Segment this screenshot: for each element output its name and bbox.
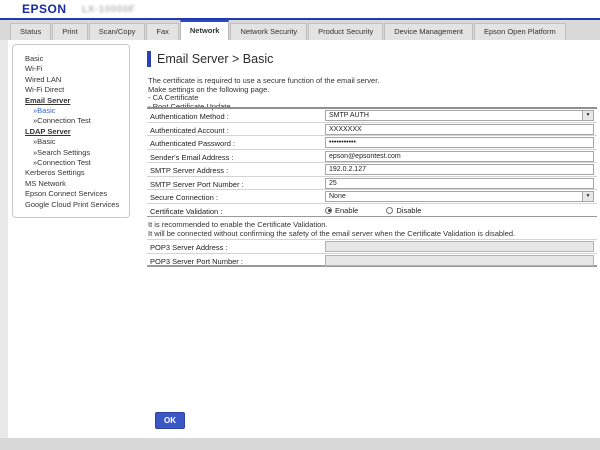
authenticated-account-label: Authenticated Account : xyxy=(150,125,229,135)
smtp-server-address-label: SMTP Server Address : xyxy=(150,166,229,175)
form-row-senders-email-address xyxy=(147,150,597,164)
secure-connection-value: None xyxy=(329,193,346,200)
footer-bar xyxy=(0,438,600,450)
pop3-section xyxy=(147,239,597,267)
authenticated-password-label: Authenticated Password : xyxy=(150,139,236,148)
sidebar xyxy=(12,44,130,218)
sidebar-item-email-server-connection-test[interactable]: »Connection Test xyxy=(33,116,91,126)
tab-bar xyxy=(0,20,600,40)
form-row-authentication-method xyxy=(147,109,597,123)
sidebar-item-ldap-connection-test[interactable]: »Connection Test xyxy=(33,158,91,168)
sidebar-item-ldap-search-settings[interactable]: »Search Settings xyxy=(33,147,91,157)
tab-device-management[interactable]: Device Management xyxy=(384,23,473,40)
enable-option-label: Enable xyxy=(335,205,359,215)
intro-line: - CA Certificate xyxy=(148,93,199,103)
intro-line: Make settings on the following page. xyxy=(148,84,270,94)
sidebar-item-kerberos-settings[interactable]: Kerberos Settings xyxy=(25,168,85,178)
smtp-server-port-label: SMTP Server Port Number : xyxy=(150,179,244,189)
sidebar-item-email-server-basic[interactable]: »Basic xyxy=(33,106,56,116)
certificate-validation-radio-group xyxy=(325,206,421,215)
certificate-validation-label: Certificate Validation : xyxy=(150,206,223,216)
form-row-smtp-server-address xyxy=(147,163,597,177)
smtp-server-port-input[interactable] xyxy=(325,178,594,189)
form-row-certificate-validation xyxy=(147,204,597,218)
pop3-server-port-input xyxy=(325,255,594,266)
sidebar-item-ms-network[interactable]: MS Network xyxy=(25,178,66,188)
certificate-validation-enable-radio[interactable] xyxy=(325,206,358,215)
radio-unselected-icon[interactable] xyxy=(386,207,393,214)
printer-model-blurred: LX-10000F xyxy=(82,4,136,14)
title-accent-bar xyxy=(147,51,151,67)
tab-product-security[interactable]: Product Security xyxy=(308,23,383,40)
tab-epson-open-platform[interactable]: Epson Open Platform xyxy=(474,23,566,40)
form-row-pop3-server-port xyxy=(147,254,597,268)
email-server-form xyxy=(147,109,597,217)
pop3-server-port-label: POP3 Server Port Number : xyxy=(150,256,243,266)
sidebar-item-google-cloud-print-services[interactable]: Google Cloud Print Services xyxy=(25,199,120,209)
disable-option-label: Disable xyxy=(396,205,422,215)
authenticated-password-input[interactable] xyxy=(325,137,594,148)
sidebar-item-ldap-basic[interactable]: »Basic xyxy=(33,137,56,147)
chevron-down-icon[interactable]: ▼ xyxy=(582,111,593,120)
senders-email-address-input[interactable] xyxy=(325,151,594,162)
ok-button[interactable]: OK xyxy=(155,412,185,429)
form-row-pop3-server-address xyxy=(147,240,597,254)
form-row-secure-connection xyxy=(147,190,597,204)
tab-status[interactable]: Status xyxy=(10,23,51,40)
pop3-server-address-label: POP3 Server Address : xyxy=(150,243,228,252)
secure-connection-select[interactable] xyxy=(325,191,594,202)
tab-print[interactable]: Print xyxy=(52,23,87,40)
note-line: It will be connected without confirming the safety of the email server when the Certificate Validation is disabled. xyxy=(148,228,516,238)
sidebar-item-basic[interactable]: Basic xyxy=(25,54,44,63)
epson-logo: EPSON xyxy=(22,2,67,16)
tab-network-security[interactable]: Network Security xyxy=(230,23,307,40)
certificate-validation-disable-radio[interactable] xyxy=(386,206,421,215)
form-row-authenticated-password xyxy=(147,136,597,150)
tab-scan-copy[interactable]: Scan/Copy xyxy=(89,23,146,40)
sidebar-item-wired-lan[interactable]: Wired LAN xyxy=(25,74,62,84)
note-line: It is recommended to enable the Certificate Validation. xyxy=(148,220,328,229)
radio-selected-icon[interactable] xyxy=(325,207,332,214)
header xyxy=(0,0,600,18)
intro-line: - Root Certificate Update xyxy=(148,101,231,111)
sidebar-section-email-server[interactable]: Email Server xyxy=(25,95,71,105)
senders-email-address-label: Sender's Email Address : xyxy=(150,152,234,162)
sidebar-item-epson-connect-services[interactable]: Epson Connect Services xyxy=(25,189,108,199)
smtp-server-address-input[interactable] xyxy=(325,164,594,175)
form-row-authenticated-account xyxy=(147,123,597,137)
authentication-method-select[interactable] xyxy=(325,110,594,121)
form-row-smtp-server-port xyxy=(147,177,597,191)
authenticated-account-input[interactable] xyxy=(325,124,594,135)
secure-connection-label: Secure Connection : xyxy=(150,193,218,202)
certificate-validation-note xyxy=(148,221,515,238)
sidebar-item-wifi-direct[interactable]: Wi-Fi Direct xyxy=(25,85,65,95)
sidebar-item-wifi[interactable]: Wi-Fi xyxy=(25,64,43,74)
chevron-down-icon[interactable]: ▼ xyxy=(582,192,593,201)
tab-fax[interactable]: Fax xyxy=(146,23,179,40)
authentication-method-label: Authentication Method : xyxy=(150,112,229,121)
intro-line: The certificate is required to use a secure function of the email server. xyxy=(148,76,380,85)
page-title: Email Server > Basic xyxy=(157,52,274,66)
authentication-method-value: SMTP AUTH xyxy=(329,112,369,119)
tab-network[interactable]: Network xyxy=(180,20,230,40)
sidebar-section-ldap-server[interactable]: LDAP Server xyxy=(25,126,71,136)
pop3-server-address-input xyxy=(325,241,594,252)
